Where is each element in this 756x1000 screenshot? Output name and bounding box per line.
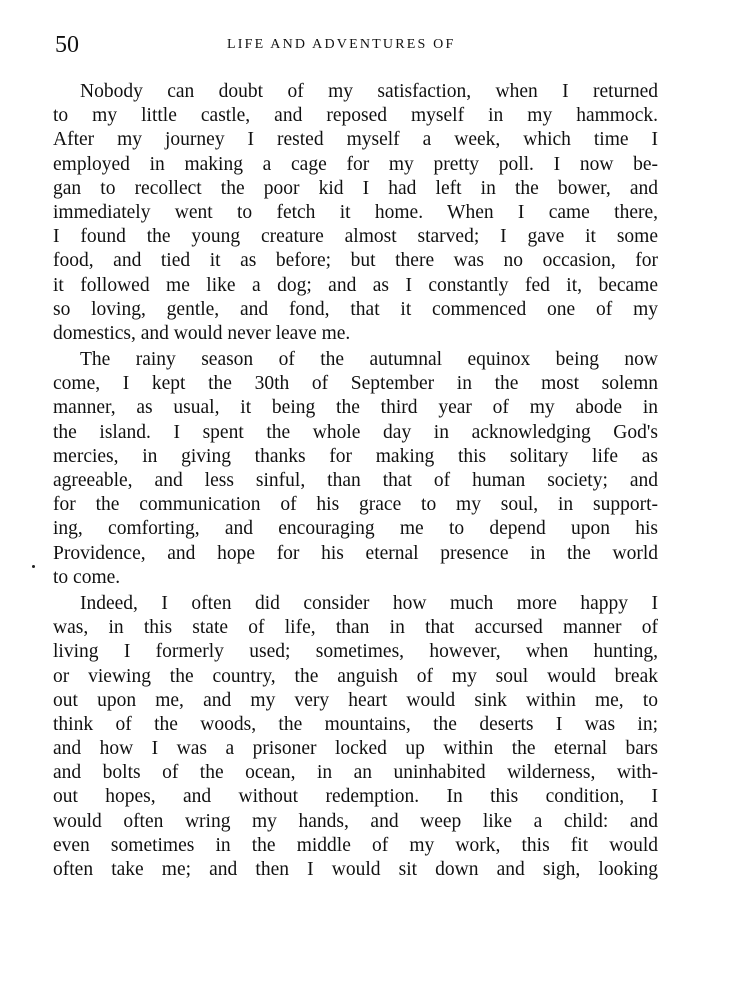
text-line: I found the young creature almost starved; I gave it some	[53, 226, 658, 248]
text-line: it followed me like a dog; and as I constantly fed it, became	[53, 274, 658, 296]
text-line: gan to recollect the poor kid I had left in the bower, and	[53, 177, 658, 199]
text-line: manner, as usual, it being the third year of my abode in	[53, 397, 658, 419]
text-line: even sometimes in the middle of my work, this fit would	[53, 834, 658, 856]
text-line: food, and tied it as before; but there was no occasion, for	[53, 250, 658, 272]
text-line: ing, comforting, and encouraging me to depend upon his	[53, 518, 658, 540]
running-head: LIFE AND ADVENTURES OF	[227, 37, 456, 52]
text-line: would often wring my hands, and weep like a child: and	[53, 810, 658, 832]
ink-speck	[32, 565, 35, 568]
text-line: to come.	[53, 566, 121, 588]
page-header	[55, 30, 675, 60]
text-line: so loving, gentle, and fond, that it commenced one of my	[53, 298, 658, 320]
text-line: and how I was a prisoner locked up within the eternal bars	[53, 738, 658, 760]
text-line: or viewing the country, the anguish of my soul would break	[53, 665, 658, 687]
text-line: living I formerly used; sometimes, however, when hunting,	[53, 641, 658, 663]
text-line: often take me; and then I would sit down and sigh, looking	[53, 859, 658, 880]
paragraph-2	[53, 348, 658, 590]
text-line: out upon me, and my very heart would sink within me, to	[53, 689, 658, 711]
text-line: to my little castle, and reposed myself in my hammock.	[53, 105, 658, 127]
body-text	[53, 80, 658, 882]
paragraph-3	[53, 592, 658, 882]
text-line: domestics, and would never leave me.	[53, 322, 351, 344]
text-line: The rainy season of the autumnal equinox being now	[80, 349, 658, 371]
text-line: was, in this state of life, than in that accursed manner of	[53, 617, 658, 639]
text-line: come, I kept the 30th of September in the most solemn	[53, 373, 658, 395]
text-line: Nobody can doubt of my satisfaction, when I returned	[80, 81, 658, 102]
text-line: out hopes, and without redemption. In this condition, I	[53, 786, 658, 808]
text-line: agreeable, and less sinful, than that of human society; and	[53, 470, 658, 491]
text-line: think of the woods, the mountains, the deserts I was in;	[53, 713, 658, 735]
text-line: the island. I spent the whole day in acknowledging God's	[53, 421, 658, 443]
text-line: and bolts of the ocean, in an uninhabited wilderness, with-	[53, 762, 658, 784]
text-line: After my journey I rested myself a week, which time I	[53, 129, 658, 151]
text-line: for the communication of his grace to my soul, in support-	[53, 494, 658, 516]
text-line: immediately went to fetch it home. When I came there,	[53, 201, 658, 223]
page-number: 50	[55, 32, 79, 58]
text-line: Providence, and hope for his eternal presence in the world	[53, 542, 658, 564]
text-line: Indeed, I often did consider how much more happy I	[80, 592, 658, 614]
text-line: employed in making a cage for my pretty poll. I now be-	[53, 153, 658, 175]
text-line: mercies, in giving thanks for making this solitary life as	[53, 445, 658, 467]
paragraph-1	[53, 80, 658, 346]
